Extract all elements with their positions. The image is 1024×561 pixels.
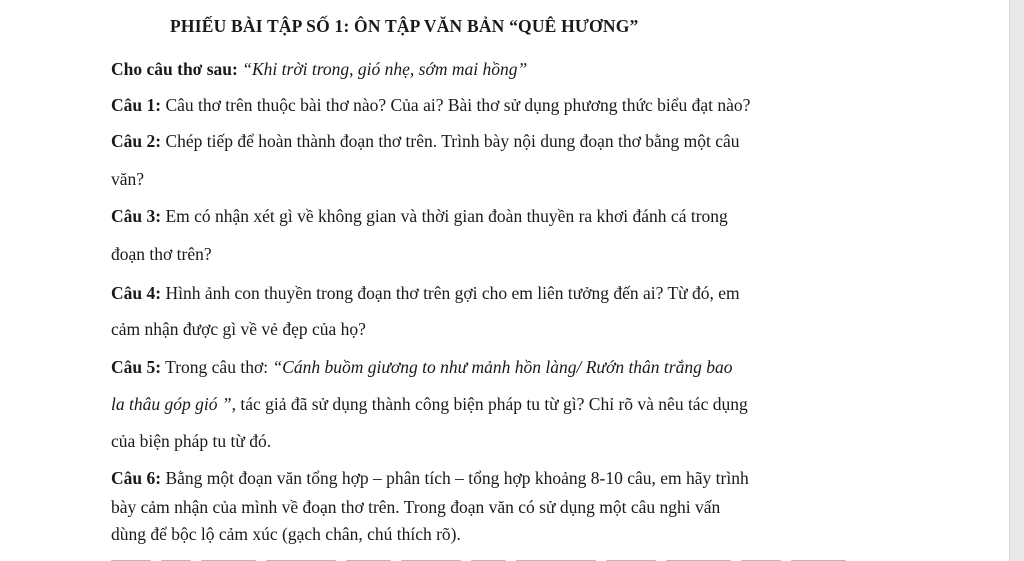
- question-5-quote-2: la thâu góp gió ”: [111, 394, 232, 414]
- cropped-next-line: [111, 551, 881, 561]
- question-2-line-2: [111, 168, 144, 190]
- question-1: [111, 94, 750, 116]
- intro-label: Cho câu thơ sau:: [111, 59, 238, 79]
- question-2-text-2: văn?: [111, 169, 145, 189]
- question-2-label: Câu 2:: [111, 131, 162, 151]
- question-4-text-1: Hình ảnh con thuyền trong đoạn thơ trên gợi cho em liên tưởng đến ai? Từ đó, em: [165, 283, 740, 303]
- question-5-label: Câu 5:: [111, 357, 162, 377]
- question-3-line-1: [111, 205, 728, 227]
- window-scroll-gutter: [1009, 0, 1024, 561]
- question-2-line-1: [111, 130, 740, 152]
- intro-line: [111, 58, 527, 80]
- question-5-line-2: [111, 393, 748, 415]
- question-3-line-2: [111, 243, 212, 265]
- question-3-text-1: Em có nhận xét gì về không gian và thời gian đoàn thuyền ra khơi đánh cá trong: [165, 206, 728, 226]
- question-3-text-2: đoạn thơ trên?: [111, 244, 212, 264]
- question-5-line-1: [111, 356, 732, 378]
- question-6-line-3: [111, 523, 461, 545]
- question-6-label: Câu 6:: [111, 468, 162, 488]
- question-5-text-1: Trong câu thơ:: [165, 357, 269, 377]
- question-6-text-2: bày cảm nhận của mình về đoạn thơ trên. Trong đoạn văn có sử dụng một câu nghi vấn: [111, 497, 721, 517]
- question-6-text-3: dùng để bộc lộ cảm xúc (gạch chân, chú thích rõ).: [111, 524, 461, 544]
- intro-quote: “Khi trời trong, gió nhẹ, sớm mai hồng”: [242, 59, 528, 79]
- question-4-label: Câu 4:: [111, 283, 162, 303]
- question-6-line-2: [111, 496, 720, 518]
- question-3-label: Câu 3:: [111, 206, 162, 226]
- question-6-line-1: [111, 467, 749, 489]
- question-5-text-2: , tác giả đã sử dụng thành công biện pháp tu từ gì? Chỉ rõ và nêu tác dụng: [231, 394, 748, 414]
- worksheet-title: PHIẾU BÀI TẬP SỐ 1: ÔN TẬP VĂN BẢN “QUÊ HƯƠNG”: [170, 16, 639, 36]
- question-4-text-2: cảm nhận được gì về vẻ đẹp của họ?: [111, 319, 366, 339]
- question-4-line-1: [111, 282, 740, 304]
- question-2-text-1: Chép tiếp để hoàn thành đoạn thơ trên. Trình bày nội dung đoạn thơ bằng một câu: [165, 131, 740, 151]
- question-5-quote-1: “Cánh buồm giương to như mảnh hồn làng/ Rướn thân trắng bao: [272, 357, 733, 377]
- question-6-text-1: Bằng một đoạn văn tổng hợp – phân tích – tổng hợp khoảng 8-10 câu, em hãy trình: [165, 468, 749, 488]
- question-4-line-2: [111, 318, 366, 340]
- question-5-line-3: [111, 430, 271, 452]
- question-1-label: Câu 1:: [111, 95, 162, 115]
- question-1-text: Câu thơ trên thuộc bài thơ nào? Của ai? Bài thơ sử dụng phương thức biểu đạt nào?: [165, 95, 751, 115]
- question-5-text-3: của biện pháp tu từ đó.: [111, 431, 272, 451]
